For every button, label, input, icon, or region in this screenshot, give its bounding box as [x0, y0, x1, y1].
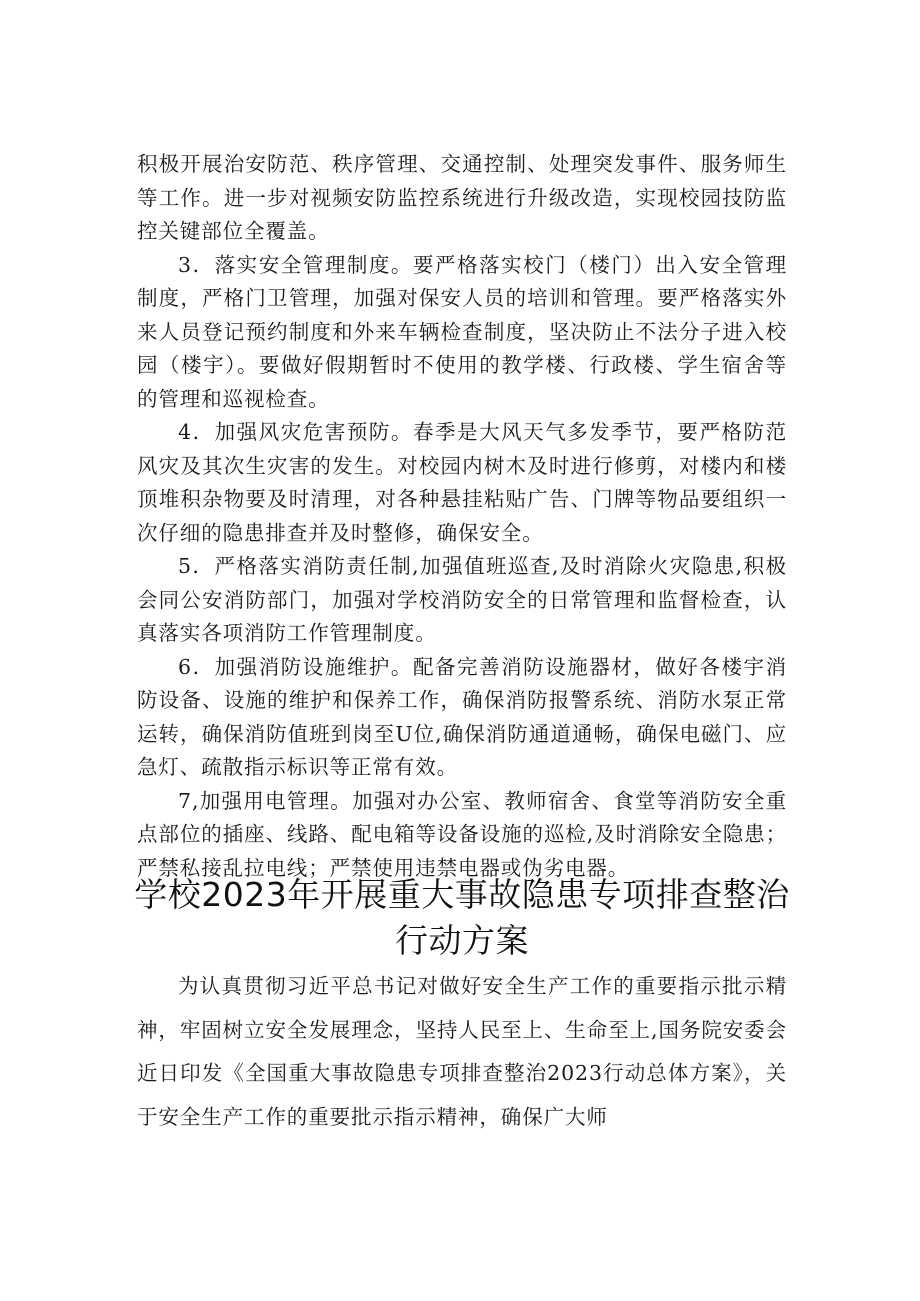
- lower-body-text: [137, 965, 787, 1139]
- paragraph-item-6: 6．加强消防设施维护。配备完善消防设施器材，做好各楼宇消防设备、设施的维护和保养工作，确保消防报警系统、消防水泵正常运转，确保消防值班到岗至U位,确保消防通道通畅，确保电磁门、应急灯、疏散指示标识等正常有效。: [137, 654, 787, 779]
- paragraph-continuation: 积极开展治安防范、秩序管理、交通控制、处理突发事件、服务师生等工作。进一步对视频安防监控系统进行升级改造，实现校园技防监控关键部位全覆盖。: [137, 152, 787, 243]
- document-title: 学校2023年开展重大事故隐患专项排查整治行动方案: [134, 875, 790, 960]
- paragraph-item-4: 4．加强风灾危害预防。春季是大风天气多发季节，要严格防范风灾及其次生灾害的发生。对校园内树木及时进行修剪，对楼内和楼顶堆积杂物要及时清理，对各种悬挂粘贴广告、门牌等物品要组织一次仔细的隐患排查并及时整修，确保安全。: [137, 420, 787, 545]
- paragraph-item-7: 7,加强用电管理。加强对办公室、教师宿舍、食堂等消防安全重点部位的插座、线路、配电箱等设备设施的巡检,及时消除安全隐患；严禁私接乱拉电线；严禁使用违禁电器或伪劣电器。: [137, 788, 787, 880]
- upper-body-text: [137, 148, 787, 885]
- paragraph-item-3: 3．落实安全管理制度。要严格落实校门（楼门）出入安全管理制度，严格门卫管理，加强对保安人员的培训和管理。要严格落实外来人员登记预约制度和外来车辆检查制度，坚决防止不法分子进入校园（楼宇）。要做好假期暂时不使用的教学楼、行政楼、学生宿舍等的管理和巡视检查。: [137, 252, 787, 411]
- paragraph-item-5: 5．严格落实消防责任制,加强值班巡查,及时消除火灾隐患,积极会同公安消防部门，加强对学校消防安全的日常管理和监督检查，认真落实各项消防工作管理制度。: [137, 554, 787, 645]
- intro-paragraph: 为认真贯彻习近平总书记对做好安全生产工作的重要指示批示精神，牢固树立安全发展理念，坚持人民至上、生命至上,国务院安委会近日印发《全国重大事故隐患专项排查整治2023行动总体方案》，关于安全生产工作的重要批示指示精神，确保广大师: [137, 974, 787, 1129]
